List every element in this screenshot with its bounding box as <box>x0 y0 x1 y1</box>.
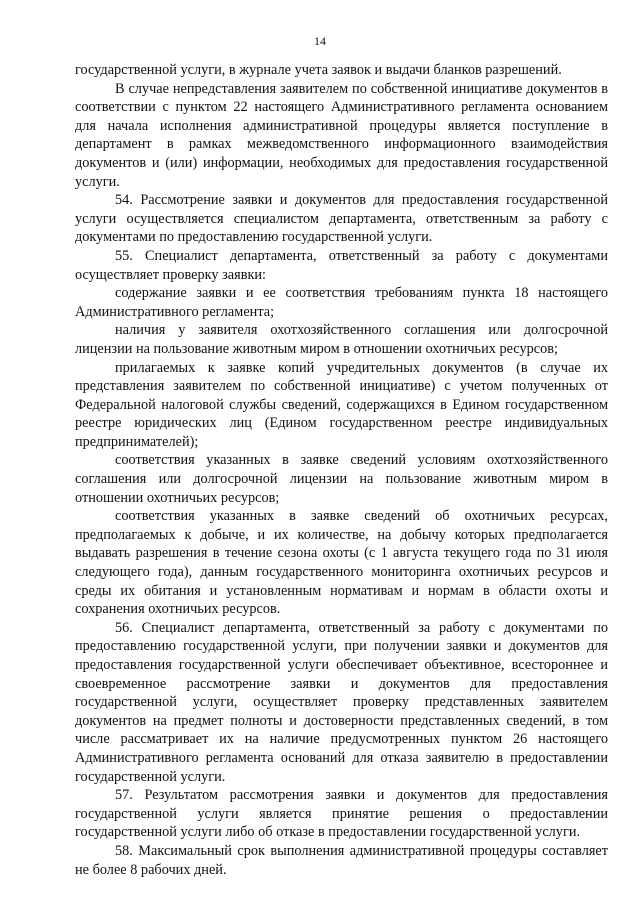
paragraph: 56. Специалист департамента, ответственный за работу с документами по предоставлению государственной услуги, при получении заявки и документов для предоставления государственной услуги обеспечивает объективное, всестороннее и своевременное рассмотрение заявки и документов для предоставления государственной услуги, осуществляет проверку представленных заявителем документов на предмет полноты и достоверности представленных сведений, в том числе рассматривает их на наличие предусмотренных пунктом 26 настоящего Административного регламента оснований для отказа заявителю в предоставлении государственной услуги. <box>75 619 608 785</box>
paragraph: 55. Специалист департамента, ответственный за работу с документами осуществляет проверку заявки: <box>75 247 608 283</box>
paragraph: 54. Рассмотрение заявки и документов для предоставления государственной услуги осуществляется специалистом департамента, ответственным за работу с документами по предоставлению государственной услуги. <box>75 192 608 246</box>
paragraph: 57. Результатом рассмотрения заявки и документов для предоставления государственной услуги является принятие решения о предоставлении государственной услуги либо об отказе в предоставлении государственной услуги. <box>75 787 608 841</box>
paragraph: 58. Максимальный срок выполнения административной процедуры составляет не более 8 рабочих дней. <box>75 842 608 878</box>
page-number: 14 <box>314 34 326 48</box>
paragraph: прилагаемых к заявке копий учредительных документов (в случае их представления заявителем по собственной инициативе) с учетом полученных от Федеральной налоговой службы сведений, содержащихся в Едином государственном реестре юридических лиц (Едином государственном реестре индивидуальных предпринимателей); <box>75 359 608 450</box>
document-body <box>75 61 608 879</box>
paragraph: государственной услуги, в журнале учета заявок и выдачи бланков разрешений. <box>75 62 562 78</box>
paragraph: наличия у заявителя охотхозяйственного соглашения или долгосрочной лицензии на пользование животным миром в отношении охотничьих ресурсов; <box>75 322 608 357</box>
paragraph: соответствия указанных в заявке сведений об охотничьих ресурсах, предполагаемых к добыче, и их количестве, на добычу которых предполагается выдавать разрешения в течение сезона охоты (с 1 августа текущего года по 31 июля следующего года), данным государственного мониторинга охотничьих ресурсов и среды их обитания и установленным нормативам и нормам в области охоты и сохранения охотничьих ресурсов. <box>75 508 608 618</box>
paragraph: соответствия указанных в заявке сведений условиям охотхозяйственного соглашения или долгосрочной лицензии на пользование животным миром в отношении охотничьих ресурсов; <box>75 452 608 506</box>
paragraph: В случае непредставления заявителем по собственной инициативе документов в соответствии с пунктом 22 настоящего Административного регламента основанием для начала исполнения административной процедуры является поступление в департамент в рамках межведомственного информационного взаимодействия документов и (или) информации, необходимых для предоставления государственной услуги. <box>75 80 608 190</box>
paragraph: содержание заявки и ее соответствия требованиям пункта 18 настоящего Административного регламента; <box>75 285 608 320</box>
